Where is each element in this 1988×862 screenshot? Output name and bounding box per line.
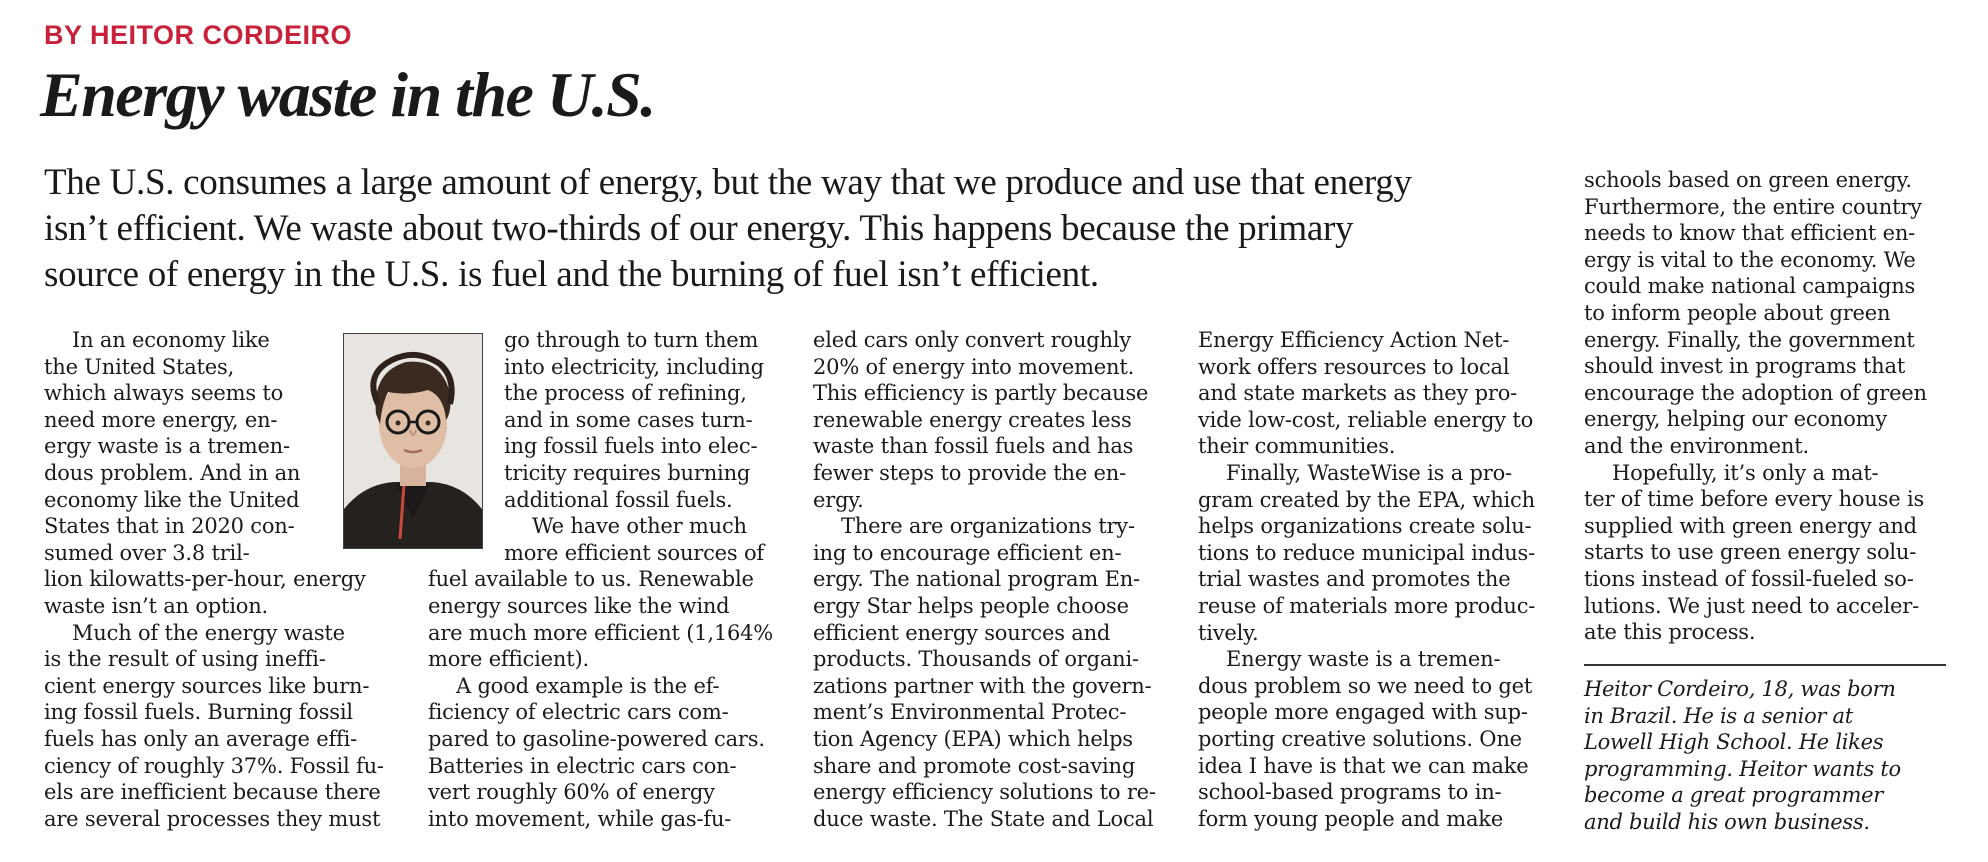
text-line: zations partner with the govern-	[813, 673, 1152, 698]
text-line: lion kilowatts-per-hour, energy	[44, 567, 366, 592]
text-line: ing fossil fuels into elec-	[504, 434, 758, 459]
text-line: energy efficiency solutions to re-	[813, 780, 1156, 805]
text-line: dous problem. And in an	[44, 460, 301, 485]
text-line: idea I have is that we can make	[1198, 753, 1529, 778]
text-line: dous problem so we need to get	[1198, 673, 1533, 698]
text-line: more efficient sources of	[504, 540, 764, 565]
text-line: need more energy, en-	[44, 407, 278, 432]
text-line: helps organizations create solu-	[1198, 514, 1532, 539]
text-line: Batteries in electric cars con-	[428, 753, 737, 778]
text-line: This efficiency is partly because	[813, 381, 1149, 406]
text-line: ing fossil fuels. Burning fossil	[44, 700, 353, 725]
text-line: lutions. We just need to acceler-	[1584, 593, 1919, 618]
bio-line: Lowell High School. He likes	[1584, 730, 1884, 755]
text-line: which always seems to	[44, 381, 284, 406]
text-line: energy sources like the wind	[428, 593, 730, 618]
text-line: more efficient).	[428, 647, 589, 672]
text-line: their communities.	[1198, 434, 1396, 459]
text-line: ergy is vital to the economy. We	[1584, 247, 1916, 272]
text-line: States that in 2020 con-	[44, 514, 295, 539]
text-line: products. Thousands of organi-	[813, 647, 1139, 672]
article-column-4	[1198, 327, 1535, 832]
bio-line: Heitor Cordeiro, 18, was born	[1584, 677, 1896, 701]
byline: BY HEITOR CORDEIRO	[44, 20, 353, 50]
text-line: vert roughly 60% of energy	[428, 780, 715, 805]
text-line: ter of time before every house is	[1584, 487, 1925, 512]
text-line: tions instead of fossil-fueled so-	[1584, 566, 1914, 591]
text-line: ergy waste is a tremen-	[44, 434, 290, 459]
article-column-1	[44, 327, 384, 832]
text-line: to inform people about green	[1584, 300, 1891, 325]
text-line: vide low-cost, reliable energy to	[1198, 407, 1534, 432]
text-line: ing to encourage efficient en-	[813, 540, 1122, 565]
text-line: economy like the United	[44, 487, 300, 512]
text-line: encourage the adoption of green	[1584, 380, 1927, 405]
text-line: pared to gasoline-powered cars.	[428, 726, 765, 751]
text-line: gram created by the EPA, which	[1198, 487, 1535, 512]
text-line: energy, helping our economy	[1584, 407, 1888, 432]
text-line: fewer steps to provide the en-	[813, 460, 1126, 485]
text-line: ate this process.	[1584, 620, 1756, 645]
text-line: additional fossil fuels.	[504, 487, 733, 512]
text-line: ergy Star helps people choose	[813, 593, 1129, 618]
article-column-5	[1584, 167, 1927, 646]
text-line: Much of the energy waste	[72, 620, 345, 645]
text-line: tions to reduce municipal indus-	[1198, 540, 1536, 565]
text-line: the process of refining,	[504, 381, 747, 406]
bio-line: programming. Heitor wants to	[1584, 756, 1901, 781]
text-line: cient energy sources like burn-	[44, 673, 370, 698]
text-line: work offers resources to local	[1198, 354, 1510, 379]
text-line: supplied with green energy and	[1584, 513, 1917, 538]
text-line: Hopefully, it’s only a mat-	[1612, 460, 1879, 485]
text-line: tricity requires burning	[504, 460, 751, 485]
text-line: fuels has only an average effi-	[44, 726, 358, 751]
text-line: eled cars only convert roughly	[813, 328, 1132, 352]
text-line: into electricity, including	[504, 354, 764, 379]
text-line: reuse of materials more produc-	[1198, 593, 1536, 618]
text-line: the United States,	[44, 354, 235, 379]
text-line: could make national campaigns	[1584, 274, 1916, 299]
text-line: and the environment.	[1584, 433, 1809, 458]
text-line: needs to know that efficient en-	[1584, 221, 1916, 246]
text-line: 20% of energy into movement.	[813, 354, 1135, 379]
text-line: ciency of roughly 37%. Fossil fu-	[44, 753, 384, 778]
text-line: is the result of using ineffi-	[44, 647, 326, 672]
bio-line: become a great programmer	[1584, 783, 1883, 808]
text-line: sumed over 3.8 tril-	[44, 540, 250, 565]
text-line: In an economy like	[72, 328, 270, 352]
dek-line: source of energy in the U.S. is fuel and the burning of fuel isn’t efficient.	[44, 254, 1099, 295]
author-bio	[1584, 676, 1901, 836]
dek	[44, 160, 1584, 298]
text-line: ficiency of electric cars com-	[428, 700, 729, 725]
text-line: starts to use green energy solu-	[1584, 540, 1917, 565]
text-line: waste isn’t an option.	[44, 593, 269, 618]
text-line: ergy. The national program En-	[813, 567, 1140, 592]
text-line: energy. Finally, the government	[1584, 327, 1915, 352]
text-line: trial wastes and promotes the	[1198, 567, 1511, 592]
text-line: porting creative solutions. One	[1198, 726, 1522, 751]
text-line: are several processes they must	[44, 806, 381, 831]
dek-line: isn’t efficient. We waste about two-thirds of our energy. This happens because the primary	[44, 208, 1354, 249]
text-line: There are organizations try-	[841, 514, 1135, 539]
text-line: waste than fossil fuels and has	[813, 434, 1134, 459]
text-line: schools based on green energy.	[1584, 168, 1912, 192]
text-line: people more engaged with sup-	[1198, 700, 1528, 725]
text-line: and state markets as they pro-	[1198, 381, 1518, 406]
bio-line: in Brazil. He is a senior at	[1584, 703, 1853, 728]
text-line: fuel available to us. Renewable	[428, 567, 754, 592]
bio-divider	[1584, 664, 1946, 666]
article-column-3	[813, 327, 1156, 832]
text-line: Energy waste is a tremen-	[1226, 647, 1501, 672]
text-line: Energy Efficiency Action Net-	[1198, 328, 1510, 352]
text-line: school-based programs to in-	[1198, 780, 1502, 805]
text-line: duce waste. The State and Local	[813, 806, 1154, 831]
text-line: Finally, WasteWise is a pro-	[1226, 460, 1512, 485]
text-line: share and promote cost-saving	[813, 753, 1136, 778]
text-line: form young people and make	[1198, 806, 1504, 831]
headline: Energy waste in the U.S.	[40, 59, 655, 130]
text-line: renewable energy creates less	[813, 407, 1132, 432]
text-line: efficient energy sources and	[813, 620, 1111, 645]
text-line: A good example is the ef-	[456, 673, 720, 698]
text-line: go through to turn them	[504, 328, 759, 352]
bio-line: and build his own business.	[1584, 809, 1870, 834]
text-line: into movement, while gas-fu-	[428, 806, 732, 831]
text-line: els are inefficient because there	[44, 780, 381, 805]
text-line: are much more efficient (1,164%	[428, 620, 774, 645]
text-line: tion Agency (EPA) which helps	[813, 726, 1133, 751]
article-column-2	[428, 327, 773, 832]
dek-line: The U.S. consumes a large amount of energy, but the way that we produce and use that energy	[44, 162, 1412, 203]
text-line: tively.	[1198, 620, 1259, 645]
text-line: ergy.	[813, 487, 864, 512]
text-line: and in some cases turn-	[504, 407, 753, 432]
text-line: should invest in programs that	[1584, 354, 1906, 379]
text-line: ment’s Environmental Protec-	[813, 700, 1127, 725]
text-line: Furthermore, the entire country	[1584, 194, 1922, 219]
text-line: We have other much	[532, 514, 747, 539]
